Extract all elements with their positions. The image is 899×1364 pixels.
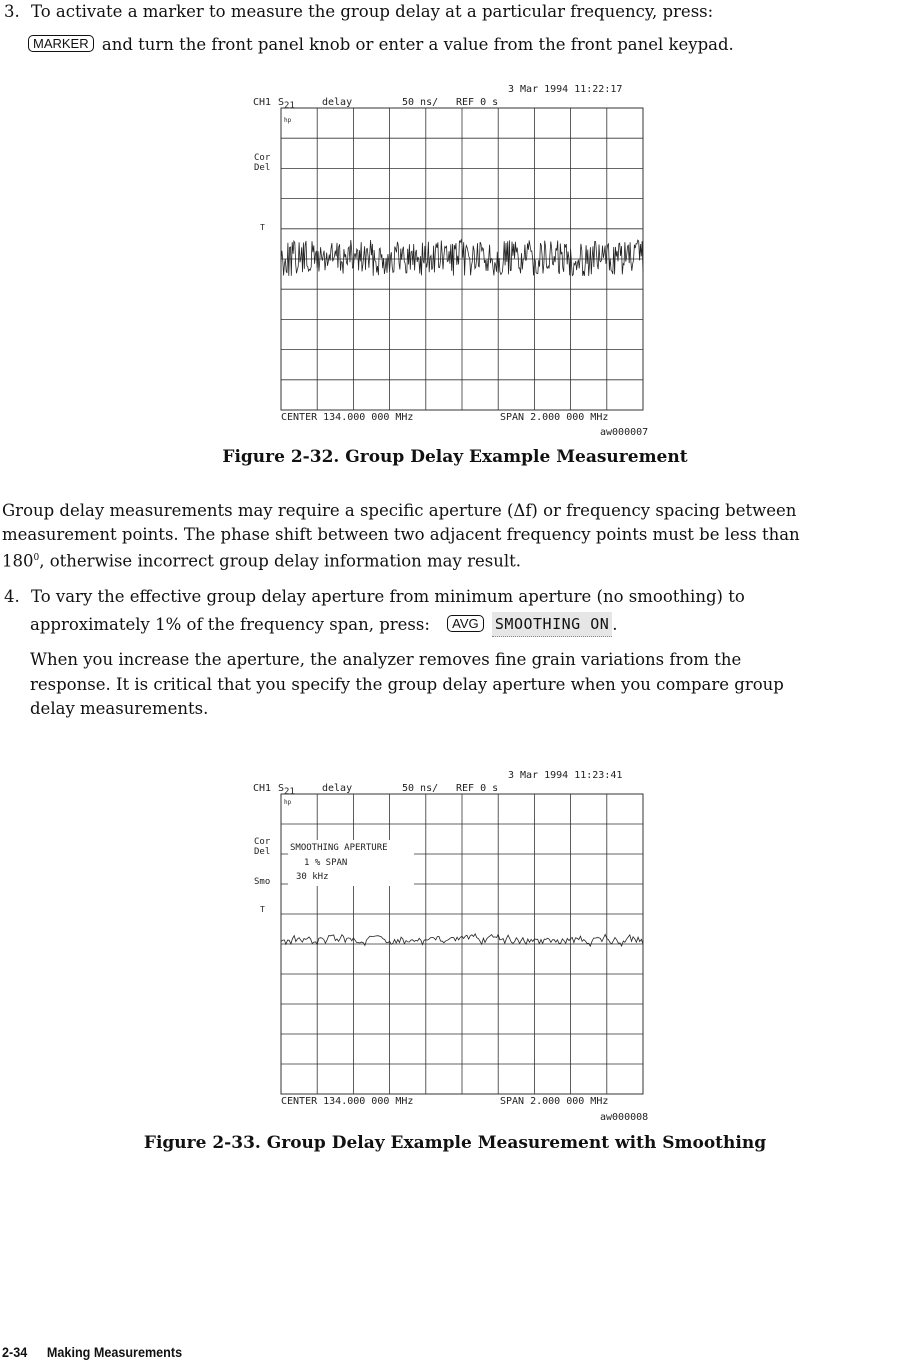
figure-1-id: aw000007 [600, 427, 649, 438]
figure-1-format: delay [322, 97, 353, 108]
figure-1-side-del: Del [254, 163, 271, 173]
section-title: Making Measurements [46, 1344, 183, 1360]
figure-2-side-t: T [260, 905, 265, 914]
figure-1-date: 3 Mar 1994 11:22:17 [508, 84, 623, 95]
figure-2-channel: CH1 [253, 783, 272, 794]
figure-2-id: aw000008 [600, 1112, 649, 1123]
step-4-note-line-1: When you increase the aperture, the analyzer removes fine grain variations from the [30, 650, 742, 669]
figure-1-param: S21 [278, 97, 295, 111]
figure-2-date: 3 Mar 1994 11:23:41 [508, 770, 623, 781]
step-3-text-2: and turn the front panel knob or enter a value from the front panel keypad. [101, 35, 734, 54]
figure-2-hp-logo: hp [284, 799, 292, 806]
step-4-number: 4. [4, 587, 20, 606]
step-4-note-line-3: delay measurements. [30, 699, 209, 718]
avg-key: AVG [447, 615, 484, 632]
page-footer [2, 1344, 182, 1360]
figure-1-caption: Figure 2-32. Group Delay Example Measurement [222, 447, 688, 467]
step-3-text: To activate a marker to measure the group delay at a particular frequency, press: [31, 2, 714, 21]
figure-1-ref: REF 0 s [456, 97, 499, 108]
figure-2-annotation-title: SMOOTHING APERTURE [290, 843, 388, 853]
figure-2-side-smo: Smo [254, 877, 271, 887]
figure-1-center: CENTER 134.000 000 MHz [281, 412, 414, 423]
figure-1-side-cor: Cor [254, 153, 271, 163]
step-4-line-2: approximately 1% of the frequency span, press: AVG SMOOTHING ON . [30, 612, 618, 637]
figure-2-center: CENTER 134.000 000 MHz [281, 1096, 414, 1107]
marker-key: MARKER [28, 35, 94, 52]
figure-2-annotation-khz: 30 kHz [296, 872, 329, 882]
figure-1-screen [250, 78, 665, 440]
figure-2-annotation-span: 1 % SPAN [304, 858, 348, 868]
figure-2-screen [250, 764, 665, 1126]
figure-1-span: SPAN 2.000 000 MHz [500, 412, 609, 423]
step-4-note-line-2: response. It is critical that you specify the group delay aperture when you compare group [30, 675, 784, 694]
para-1-line-2: measurement points. The phase shift between two adjacent frequency points must be less than [2, 525, 800, 544]
figure-1-grid [281, 108, 643, 410]
figure-1-scale: 50 ns/ [402, 97, 439, 108]
para-1-line-3: $180^0$, otherwise incorrect group delay information may result. [2, 551, 521, 571]
page-number: 2-34 [2, 1344, 28, 1360]
figure-2-side-cor: Cor [254, 837, 271, 847]
figure-2-ref: REF 0 s [456, 783, 499, 794]
para-1-line-1: Group delay measurements may require a specific aperture (Δf) or frequency spacing between [2, 501, 797, 520]
figure-2-param: S21 [278, 783, 295, 797]
figure-2-side-del: Del [254, 847, 271, 857]
step-3-line [4, 0, 713, 24]
step-3-instruction [28, 33, 734, 57]
step-4-line-1: 4. To vary the effective group delay aperture from minimum aperture (no smoothing) to [4, 587, 745, 606]
figure-1-hp-logo: hp [284, 117, 292, 124]
figure-2-scale: 50 ns/ [402, 783, 439, 794]
figure-2-format: delay [322, 783, 353, 794]
figure-1-channel: CH1 [253, 97, 272, 108]
step-3-number: 3. [4, 2, 20, 21]
figure-2-span: SPAN 2.000 000 MHz [500, 1096, 609, 1107]
smoothing-on-softkey: SMOOTHING ON [492, 612, 612, 637]
figure-1-side-t: T [260, 223, 265, 232]
figure-2-caption: Figure 2-33. Group Delay Example Measurement with Smoothing [143, 1133, 767, 1153]
